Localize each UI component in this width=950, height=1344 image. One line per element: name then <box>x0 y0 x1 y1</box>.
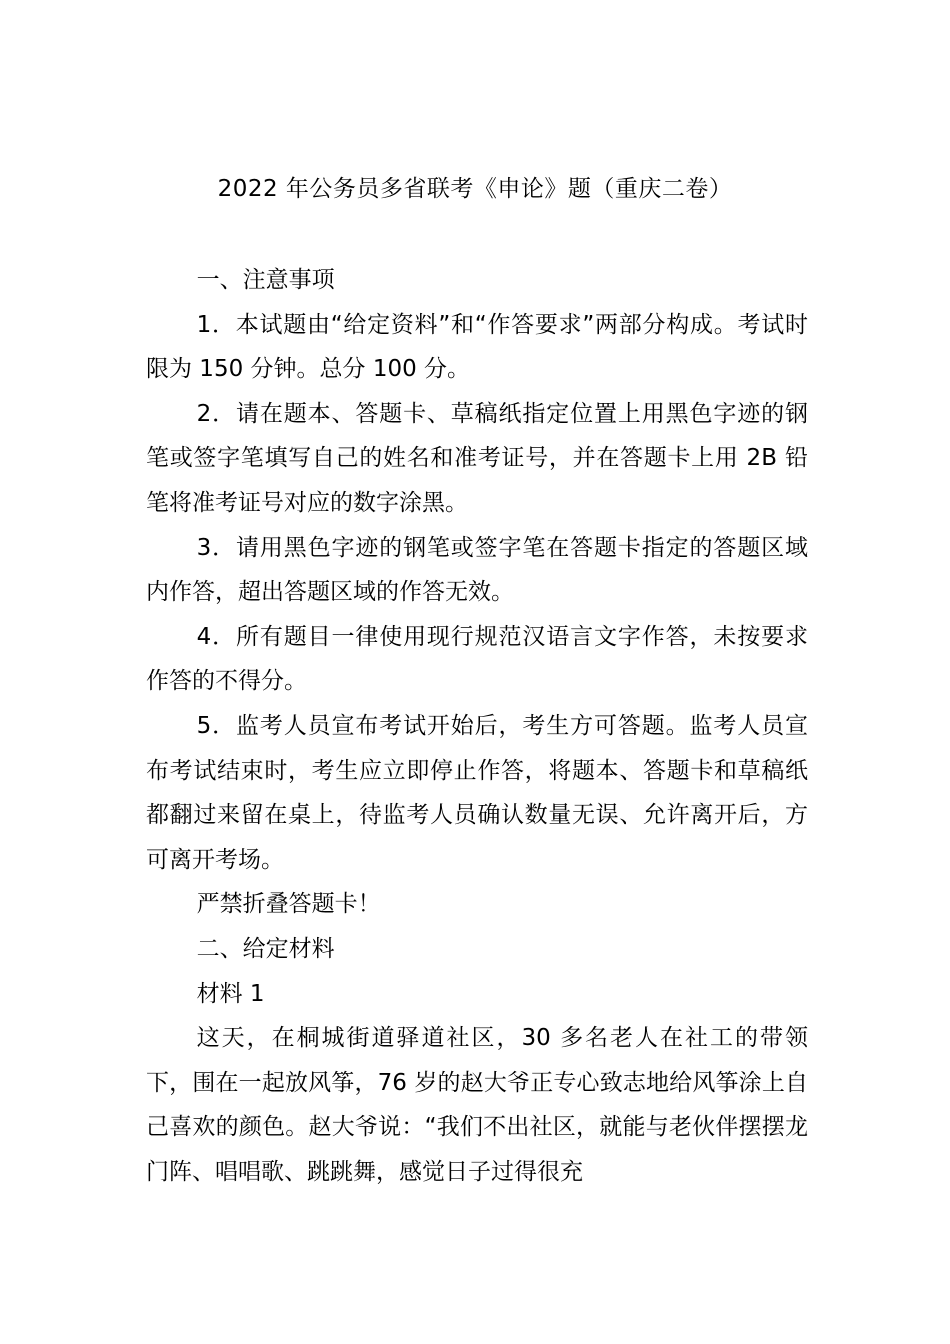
document-body <box>146 258 808 1194</box>
note-item-3: 3．请用黑色字迹的钢笔或签字笔在答题卡指定的答题区域内作答，超出答题区域的作答无效。 <box>146 534 808 606</box>
note-item-4: 4．所有题目一律使用现行规范汉语言文字作答，未按要求作答的不得分。 <box>146 623 808 695</box>
section-heading-materials: 二、给定材料 <box>196 935 335 962</box>
document-title: 2022 年公务员多省联考《申论》题（重庆二卷） <box>217 176 733 202</box>
note-item-1: 1．本试题由“给定资料”和“作答要求”两部分构成。考试时限为 150 分钟。总分 100 分。 <box>146 311 808 383</box>
material-paragraph: 这天，在桐城街道驿道社区，30 多名老人在社工的带领下，围在一起放风筝，76 岁的赵大爷正专心致志地给风筝涂上自己喜欢的颜色。赵大爷说：“我们不出社区，就能与老伙伴摆摆龙门阵、唱唱歌、跳跳舞，感觉日子过得很充 <box>146 1025 808 1185</box>
warning-line: 严禁折叠答题卡！ <box>196 891 381 918</box>
note-item-5: 5．监考人员宣布考试开始后，考生方可答题。监考人员宣布考试结束时，考生应立即停止作答，将题本、答题卡和草稿纸都翻过来留在桌上，待监考人员确认数量无误、允许离开后，方可离开考场。 <box>146 712 808 873</box>
section-heading-notes: 一、注意事项 <box>196 267 335 293</box>
note-item-2: 2．请在题本、答题卡、草稿纸指定位置上用黑色字迹的钢笔或签字笔填写自己的姓名和准考证号，并在答题卡上用 2B 铅笔将准考证号对应的数字涂黑。 <box>146 400 808 516</box>
material-label: 材料 1 <box>196 980 265 1007</box>
